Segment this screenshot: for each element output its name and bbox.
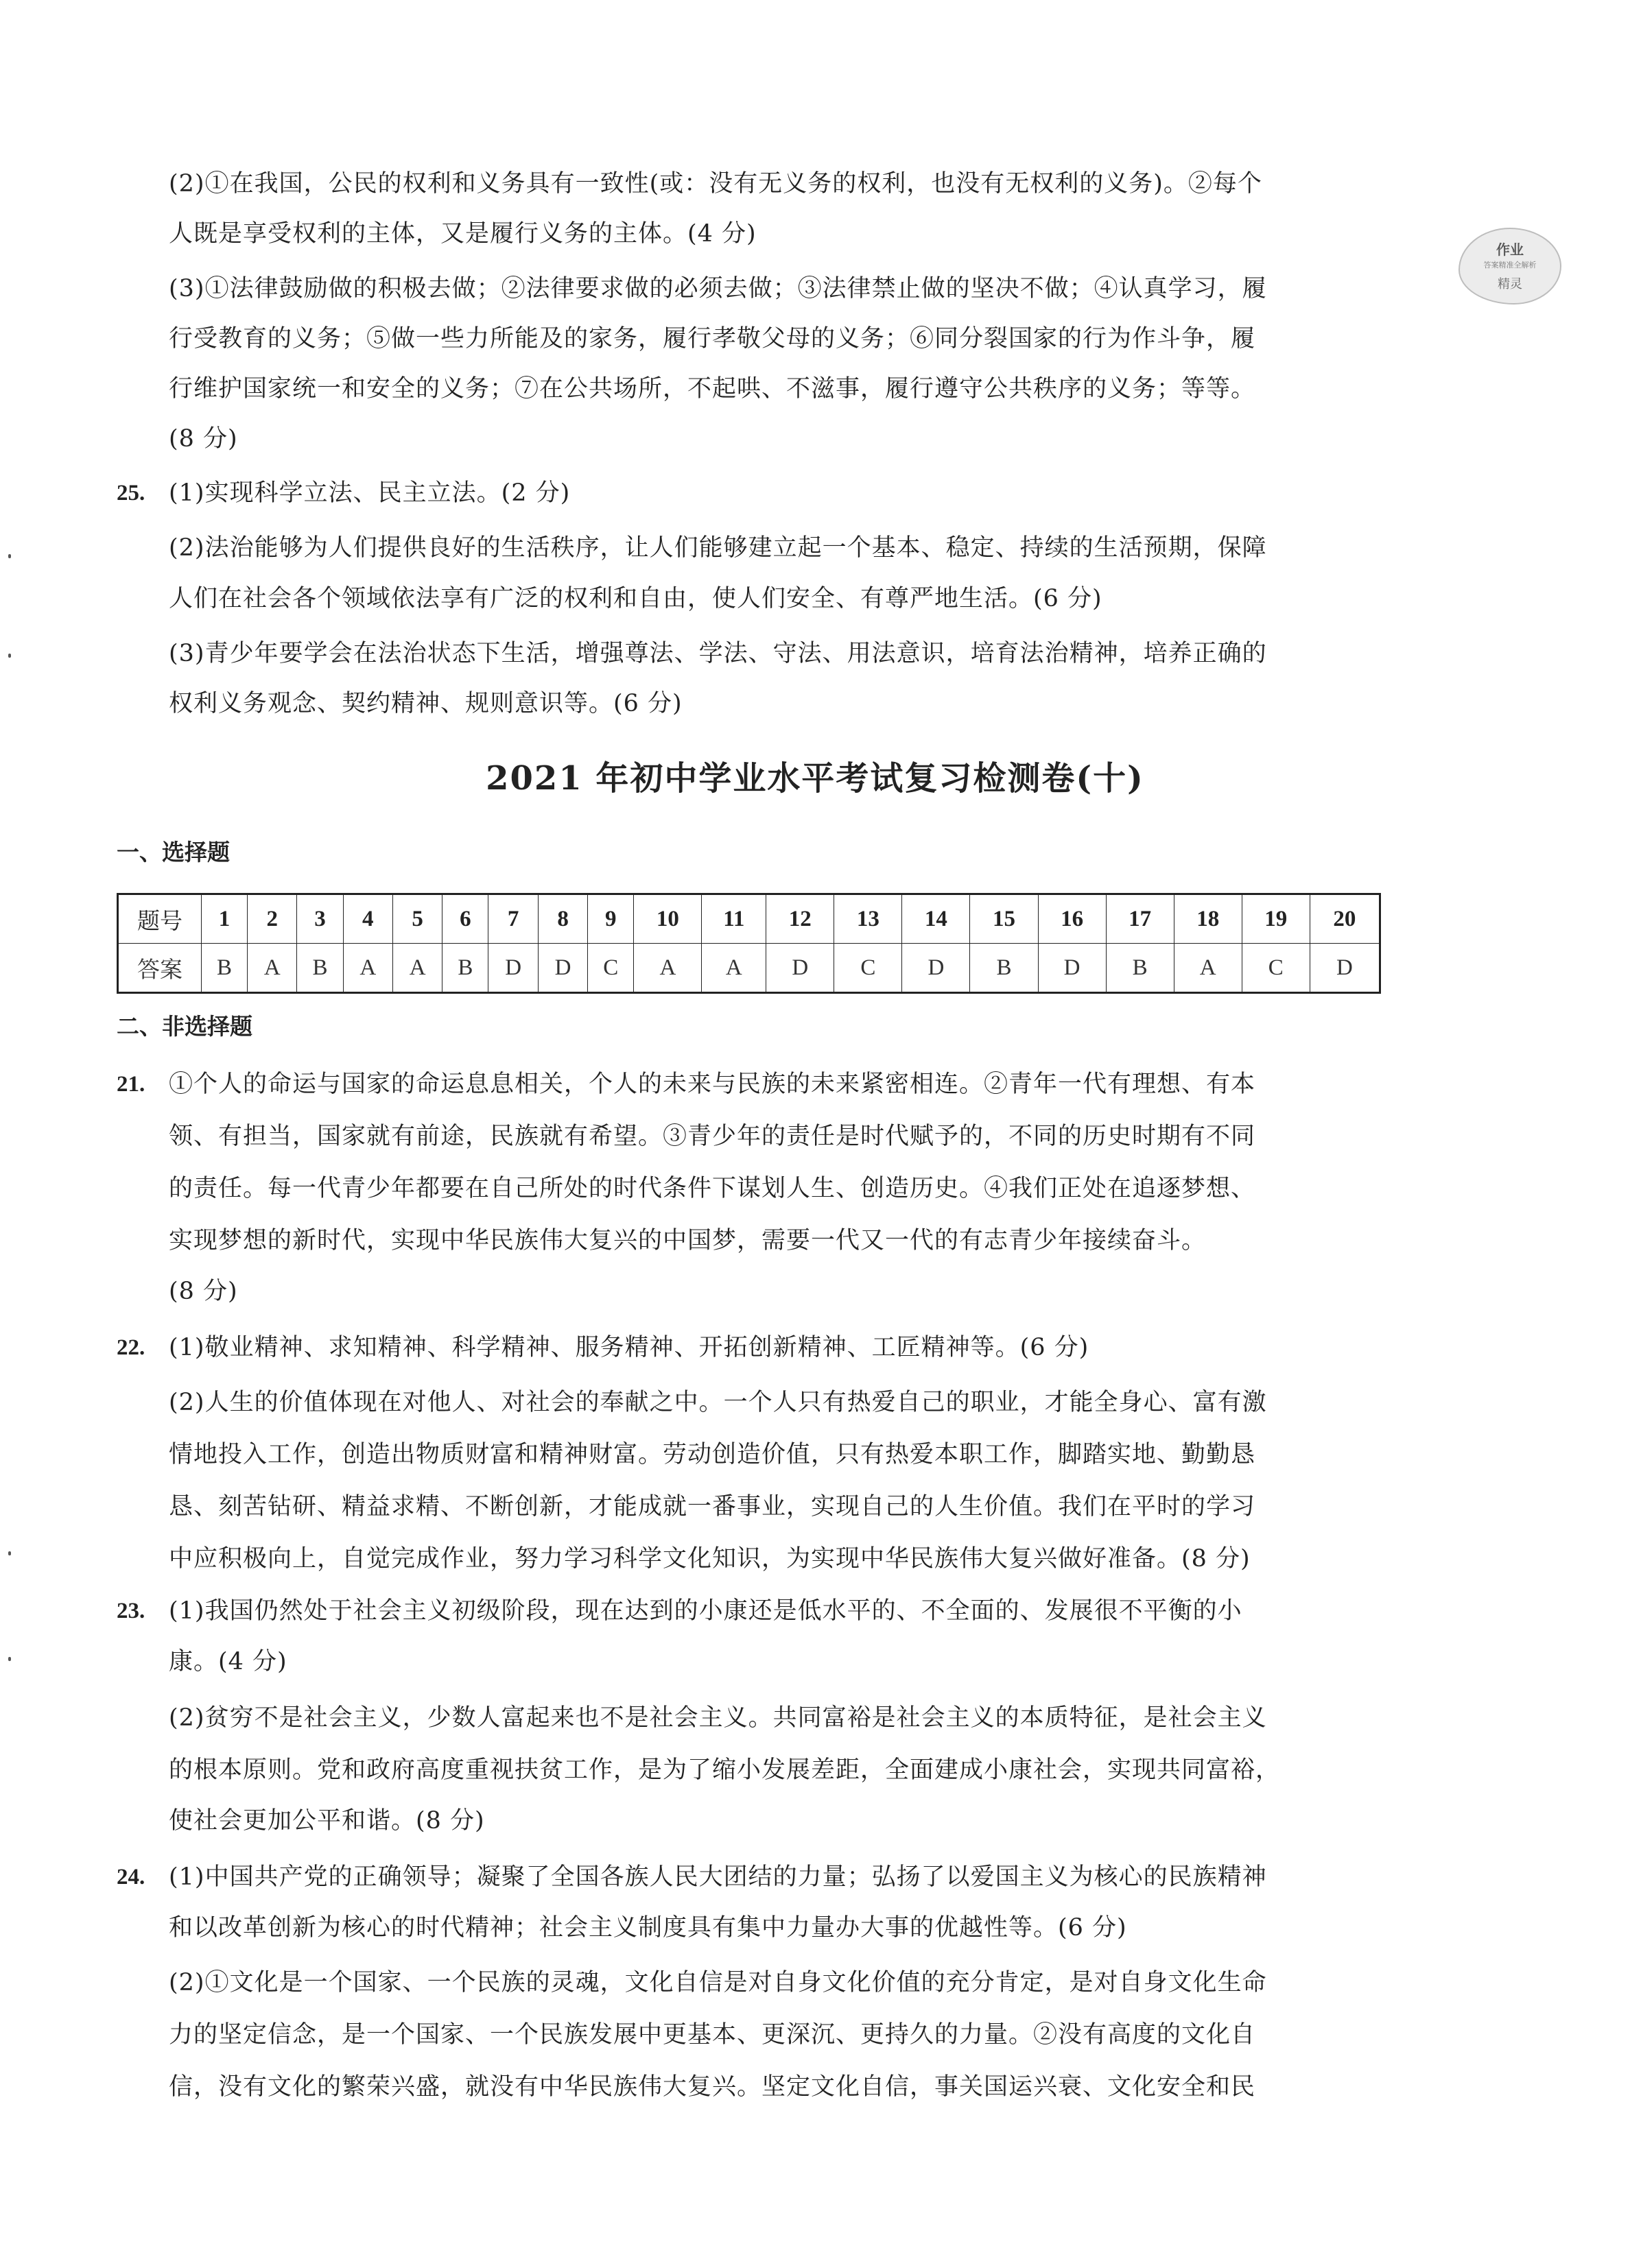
question-number-cell: 7	[488, 894, 538, 944]
question-number-cell: 5	[392, 894, 442, 944]
text-line: (8 分)	[169, 425, 238, 453]
text-line: (8 分)	[169, 1278, 238, 1305]
answer-cell: A	[634, 944, 702, 993]
answer-cell: D	[1038, 944, 1106, 993]
text-line: 人既是享受权利的主体，又是履行义务的主体。(4 分)	[169, 220, 757, 248]
question-number-cell: 11	[702, 894, 766, 944]
stamp-text-2: 答案精准全解析	[1483, 261, 1537, 270]
answer-cell: A	[248, 944, 297, 993]
text-line: (2)①文化是一个国家、一个民族的灵魂，文化自信是对自身文化价值的充分肯定，是对自身文化生命	[169, 1969, 1267, 1996]
text-line: 力的坚定信念，是一个国家、一个民族发展中更基本、更深沉、更持久的力量。②没有高度的文化自	[169, 2021, 1256, 2049]
text-line: 行维护国家统一和安全的义务；⑦在公共场所，不起哄、不滋事，履行遵守公共秩序的义务；等等。	[169, 375, 1256, 403]
answer-table	[117, 893, 1381, 994]
answer-cell: B	[442, 944, 488, 993]
answer-cell: B	[1106, 944, 1174, 993]
margin-mark	[8, 1551, 11, 1555]
question-number-cell: 12	[766, 894, 834, 944]
stamp-text-3: 精灵	[1498, 277, 1522, 291]
text-line: 康。(4 分)	[169, 1648, 287, 1675]
answer-cell: D	[902, 944, 970, 993]
question-number-cell: 15	[970, 894, 1038, 944]
answer-cell: D	[488, 944, 538, 993]
stamp-text-1: 作业	[1496, 241, 1524, 258]
text-line: 的责任。每一代青少年都要在自己所处的时代条件下谋划人生、创造历史。④我们正处在追逐梦想、	[169, 1175, 1256, 1202]
answer-cell: C	[834, 944, 902, 993]
text-line: (2)贫穷不是社会主义，少数人富起来也不是社会主义。共同富裕是社会主义的本质特征，是社会主义	[169, 1704, 1267, 1732]
text-line: (1)实现科学立法、民主立法。(2 分)	[169, 479, 571, 507]
margin-mark	[8, 554, 11, 558]
question-number-cell: 16	[1038, 894, 1106, 944]
question-number-cell: 17	[1106, 894, 1174, 944]
question-number: 24.	[117, 1865, 145, 1889]
text-line: 使社会更加公平和谐。(8 分)	[169, 1807, 485, 1835]
text-line: 信，没有文化的繁荣兴盛，就没有中华民族伟大复兴。坚定文化自信，事关国运兴衰、文化安全和民	[169, 2073, 1256, 2101]
text-line: 和以改革创新为核心的时代精神；社会主义制度具有集中力量办大事的优越性等。(6 分)	[169, 1914, 1127, 1942]
text-line: (3)①法律鼓励做的积极去做；②法律要求做的必须去做；③法律禁止做的坚决不做；④认真学习，履	[169, 275, 1267, 302]
text-line: 人们在社会各个领域依法享有广泛的权利和自由，使人们安全、有尊严地生活。(6 分)	[169, 585, 1102, 612]
exam-title: 2021 年初中学业水平考试复习检测卷(十)	[486, 759, 1144, 798]
question-number: 22.	[117, 1335, 145, 1360]
section-heading: 二、非选择题	[117, 1013, 252, 1040]
text-line: 行受教育的义务；⑤做一些力所能及的家务，履行孝敬父母的义务；⑥同分裂国家的行为作斗争，履	[169, 325, 1256, 353]
answer-cell: B	[970, 944, 1038, 993]
text-line: (2)人生的价值体现在对他人、对社会的奉献之中。一个人只有热爱自己的职业，才能全身心、富有激	[169, 1389, 1267, 1416]
answer-cell: C	[1242, 944, 1310, 993]
text-line: (1)我国仍然处于社会主义初级阶段，现在达到的小康还是低水平的、不全面的、发展很不平衡的小	[169, 1597, 1242, 1625]
answer-cell: C	[588, 944, 634, 993]
question-number: 25.	[117, 481, 145, 505]
margin-mark	[8, 1657, 11, 1661]
question-number-cell: 1	[202, 894, 248, 944]
question-number: 21.	[117, 1072, 145, 1097]
text-line: 领、有担当，国家就有前途，民族就有希望。③青少年的责任是时代赋予的，不同的历史时期有不同	[169, 1123, 1256, 1150]
text-line: 中应积极向上，自觉完成作业，努力学习科学文化知识，为实现中华民族伟大复兴做好准备。(8 分)	[169, 1545, 1251, 1573]
question-number-cell: 8	[538, 894, 587, 944]
answer-cell: A	[343, 944, 392, 993]
answer-cell: D	[766, 944, 834, 993]
answer-cell: B	[297, 944, 343, 993]
table-header-cell: 答案	[118, 944, 202, 993]
text-line: (1)中国共产党的正确领导；凝聚了全国各族人民大团结的力量；弘扬了以爱国主义为核心的民族精神	[169, 1863, 1267, 1891]
text-line: (3)青少年要学会在法治状态下生活，增强尊法、学法、守法、用法意识，培育法治精神，培养正确的	[169, 640, 1267, 667]
text-line: 情地投入工作，创造出物质财富和精神财富。劳动创造价值，只有热爱本职工作，脚踏实地、勤勤恳	[169, 1441, 1256, 1468]
table-row	[118, 944, 1380, 993]
text-line: ①个人的命运与国家的命运息息相关，个人的未来与民族的未来紧密相连。②青年一代有理想、有本	[169, 1071, 1256, 1098]
answer-cell: A	[392, 944, 442, 993]
question-number-cell: 10	[634, 894, 702, 944]
text-line: (1)敬业精神、求知精神、科学精神、服务精神、开拓创新精神、工匠精神等。(6 分)	[169, 1334, 1089, 1361]
question-number-cell: 13	[834, 894, 902, 944]
question-number-cell: 20	[1310, 894, 1380, 944]
table-row	[118, 894, 1380, 944]
text-line: 恳、刻苦钻研、精益求精、不断创新，才能成就一番事业，实现自己的人生价值。我们在平时的学习	[169, 1493, 1256, 1520]
answer-cell: A	[1174, 944, 1242, 993]
watermark-stamp	[1458, 228, 1561, 305]
answer-cell: D	[538, 944, 587, 993]
question-number-cell: 4	[343, 894, 392, 944]
section-heading: 一、选择题	[117, 839, 230, 866]
question-number-cell: 18	[1174, 894, 1242, 944]
text-line: 权利义务观念、契约精神、规则意识等。(6 分)	[169, 690, 683, 717]
text-line: 实现梦想的新时代，实现中华民族伟大复兴的中国梦，需要一代又一代的有志青少年接续奋斗。	[169, 1227, 1207, 1254]
question-number-cell: 3	[297, 894, 343, 944]
text-line: (2)法治能够为人们提供良好的生活秩序，让人们能够建立起一个基本、稳定、持续的生活预期，保障	[169, 534, 1267, 562]
answer-cell: B	[202, 944, 248, 993]
question-number-cell: 14	[902, 894, 970, 944]
question-number-cell: 2	[248, 894, 297, 944]
question-number-cell: 9	[588, 894, 634, 944]
answer-cell: D	[1310, 944, 1380, 993]
question-number-cell: 19	[1242, 894, 1310, 944]
question-number: 23.	[117, 1599, 145, 1623]
margin-mark	[8, 654, 11, 658]
answer-cell: A	[702, 944, 766, 993]
text-line: (2)①在我国，公民的权利和义务具有一致性(或：没有无义务的权利，也没有无权利的义务)。②每个	[169, 170, 1262, 198]
text-line: 的根本原则。党和政府高度重视扶贫工作，是为了缩小发展差距，全面建成小康社会，实现共同富裕，	[169, 1756, 1281, 1784]
table-header-cell: 题号	[118, 894, 202, 944]
question-number-cell: 6	[442, 894, 488, 944]
